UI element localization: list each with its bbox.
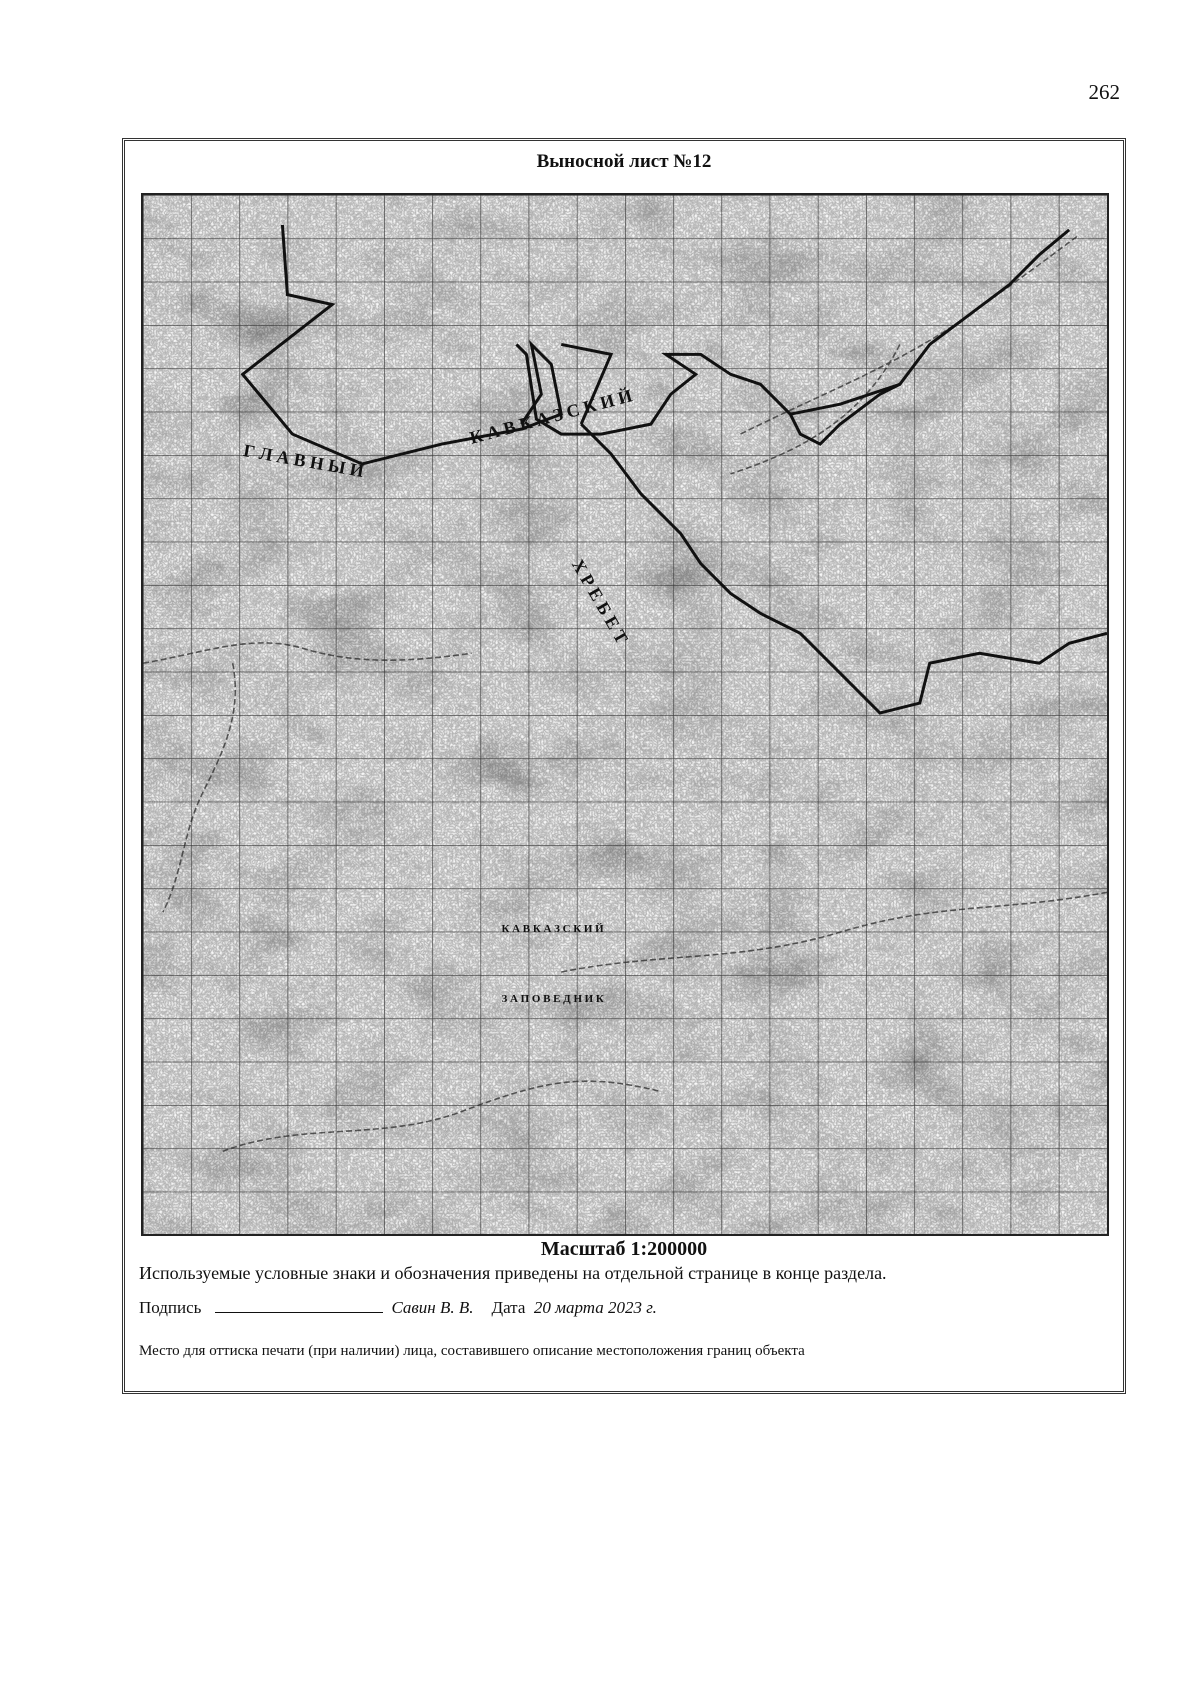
legend-note: Используемые условные знаки и обозначения приведены на отдельной странице в конце раздела.: [139, 1263, 887, 1283]
sheet-frame: [122, 138, 1126, 1394]
date-label: Дата: [491, 1298, 526, 1317]
map-label-range-khrebet: Х Р Е Б Е Т: [567, 555, 633, 647]
coordinate-grid: [143, 195, 1107, 1234]
date-value: 20 марта 2023 г.: [533, 1298, 657, 1317]
signer-name: Савин В. В.: [391, 1298, 474, 1317]
map-scale: Масштаб 1:200000: [540, 1238, 708, 1260]
map-label-reserve-2: З А П О В Е Д Н И К: [501, 992, 604, 1005]
page-number: 262: [1088, 80, 1120, 104]
sheet-title: Выносной лист №12: [536, 151, 712, 172]
topographic-map: [141, 193, 1109, 1236]
stamp-note: Место для оттиска печати (при наличии) лица, составившего описание местоположения границ объекта: [139, 1343, 805, 1359]
signature-line: [139, 1296, 657, 1318]
map-label-range-glavny: Г Л А В Н Ы Й: [241, 440, 366, 482]
map-label-reserve-1: К А В К А З С К И Й: [501, 923, 604, 936]
map-label-range-kavkaz: К А В К А З С К И Й: [467, 385, 635, 448]
signature-blank: [215, 1296, 383, 1313]
signature-label: Подпись: [139, 1298, 202, 1317]
